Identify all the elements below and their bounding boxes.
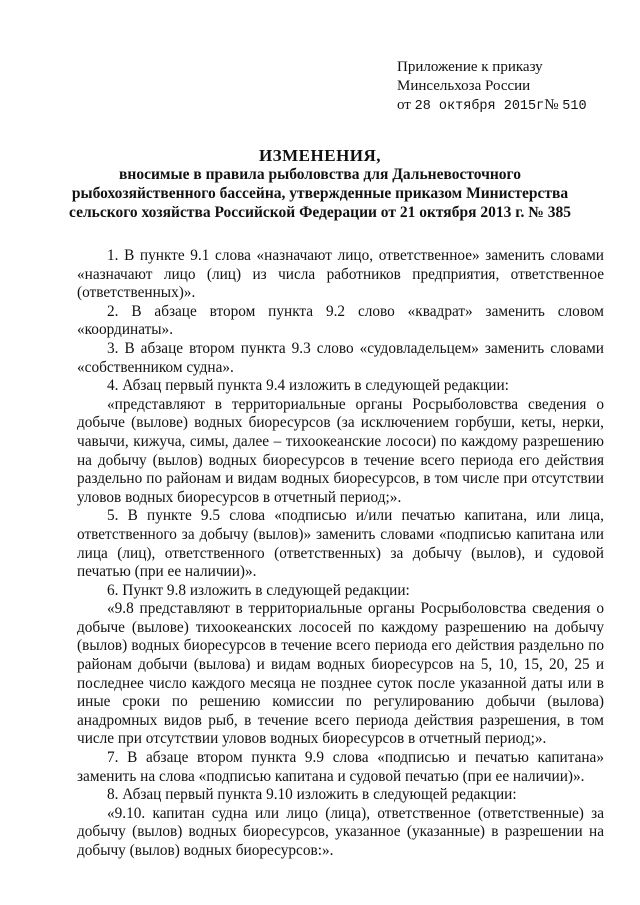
paragraph-5: 5. В пункте 9.5 слова «подписью и/или печатью капитана, или лица, ответственного за добычу (вылов)» заменить словами «подписью капитана или лица (лиц), ответственного (ответственных) за добычу (вылов), и судовой печатью (при ее наличии)». [77, 507, 604, 581]
paragraph-2: 2. В абзаце втором пункта 9.2 слово «квадрат» заменить словом «координаты». [77, 302, 604, 339]
document-body [77, 247, 604, 861]
paragraph-4: 4. Абзац первый пункта 9.4 изложить в следующей редакции: [107, 377, 509, 395]
paragraph-7: 7. В абзаце втором пункта 9.9 слова «подписью и печатью капитана» заменить на слова «подписью капитана и судовой печатью (при ее наличии)». [77, 749, 604, 785]
title-main: ИЗМЕНЕНИЯ, [258, 146, 382, 165]
order-date-line [397, 96, 587, 116]
paragraph-1: 1. В пункте 9.1 слова «назначают лицо, ответственное» заменить словами «назначают лицо (лиц) из числа работников предприятия, ответственное (ответственных)». [77, 247, 604, 302]
paragraph-6: 6. Пункт 9.8 изложить в следующей редакции: [107, 581, 410, 599]
paragraph-3: 3. В абзаце втором пункта 9.3 слово «судовладельцем» заменить словами «собственником судна». [77, 339, 604, 376]
ministry-label: Минсельхоза России [397, 78, 531, 94]
paragraph-6-quote: «9.8 представляют в территориальные органы Росрыболовства сведения о добыче (вылове) тихоокеанских лососей по каждому разрешению на добычу (вылов) водных биоресурсов в течение всего периода его действия раздельно по районам добычи (вылова) и видам водных биоресурсов на 5, 10, 15, 20, 25 и последнее число каждого месяца не позднее суток после указанной даты или в иные сроки по решению комиссии по регулированию добычи (вылова) анадромных видов рыб, в течение всего периода действия разрешения, в том числе при отсутствии уловов водных биоресурсов в отчетный период;». [77, 600, 604, 748]
paragraph-8: 8. Абзац первый пункта 9.10 изложить в следующей редакции: [107, 786, 517, 804]
paragraph-4-quote: «представляют в территориальные органы Росрыболовства сведения о добыче (вылове) водных биоресурсов (за исключением горбуши, кеты, нерки, чавычи, кижуча, симы, далее – тихоокеанские лососи) по каждому разрешению на добычу (вылов) водных биоресурсов в течение всего периода его действия раздельно по районам и видам водных биоресурсов, в том числе при отсутствии уловов водных биоресурсов в отчетный период;». [77, 395, 604, 506]
date-prefix: от [397, 97, 411, 113]
paragraph-8-quote: «9.10. капитан судна или лицо (лица), ответственное (ответственные) за добычу (вылов) водных биоресурсов, указанное (указанные) в разрешении на добычу (вылов) водных биоресурсов:». [77, 804, 604, 859]
title-subtitle-line-2: рыбохозяйственного бассейна, утвержденные приказом Министерства [71, 185, 569, 202]
document-title [0, 146, 640, 222]
order-number: 510 [562, 99, 587, 114]
title-subtitle-line-1: вносимые в правила рыболовства для Дальневосточного [119, 166, 521, 183]
number-prefix: № [544, 97, 559, 113]
title-subtitle-line-3: сельского хозяйства Российской Федерации от 21 октября 2013 г. № 385 [69, 204, 571, 221]
order-date: 28 октября 2015г [414, 99, 545, 114]
order-reference-block [397, 58, 587, 116]
attachment-label: Приложение к приказу [397, 59, 543, 75]
